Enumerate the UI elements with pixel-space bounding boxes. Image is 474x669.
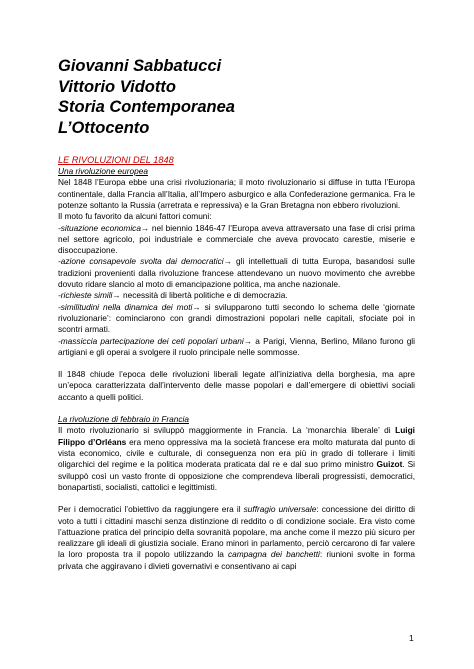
arrow: → <box>140 222 150 233</box>
factor-text: si svilupparono tutti secondo lo schema delle ‘giornate rivoluzionarie’: cominciarono con grandi dimostrazioni popolari nelle capitali, sfociate poi in scontri armati. <box>58 301 415 335</box>
factor-label: -massiccia partecipazione dei ceti popolari urbani <box>58 335 244 346</box>
italic-term-banquets: campagna dei banchetti <box>228 549 320 560</box>
italic-term-suffrage: suffragio universale <box>243 504 317 515</box>
factor-text: gli intellettuali di tutta Europa, basandosi sulle tradizioni provenienti dalla rivoluzione francese attendevano un nuovo movimento che avrebbe dovuto ridare slancio al moto di emancipazione politica, ma anche nazionale. <box>58 256 415 290</box>
arrow: → <box>223 256 232 267</box>
factor-label: -similitudini nella dinamica dei moti <box>58 301 193 312</box>
document-body <box>58 154 415 572</box>
bold-name-luigi-filippo: Luigi Filippo d’Orléans <box>58 425 415 447</box>
factor-label: -azione consapevole svolta dai democratici <box>58 256 224 267</box>
factor-economic-situation <box>58 223 415 257</box>
factor-text: necessità di libertà politiche e di democrazia. <box>120 290 288 301</box>
text-run: Il moto rivoluzionario si sviluppò maggiormente in Francia. La ‘monarchia liberale’ di <box>58 425 396 436</box>
intro-paragraph: Nel 1848 l’Europa ebbe una crisi rivoluzionaria; il moto rivoluzionario si diffuse in tutta l’Europa continentale, dalla Francia all’Italia, all’Impero asburgico e alla Confederazione germanica. Fra le potenze soltanto la Russia (arretrata e repressiva) e la Gran Bretagna non ebbero rivoluzioni. <box>58 177 415 210</box>
closing-paragraph: Il 1848 chiude l’epoca delle rivoluzioni liberali legate all’iniziativa della borghesia, ma apre un’epoca caratterizzata dall’intervento delle masse popolari e dall’emergere di obiettivi sociali accanto a quelli politici. <box>58 369 415 402</box>
subheading-european-revolution: Una rivoluzione europea <box>58 166 148 176</box>
democrats-paragraph <box>58 504 415 572</box>
factor-label: -richieste simili <box>58 290 113 301</box>
page-number: 1 <box>409 633 414 643</box>
arrow: → <box>192 301 201 312</box>
text-run: : concessione dei diritto di voto a tutti i cittadini maschi senza distinzione di reddito o di condizione sociale. Era visto come l’attuazione pratica del principio della sovranità popolare, ma anche come il mezzo più sicuro per realizzare gli ideali di giustizia sociale. Erano minori in parlamento, perciò cercarono di far valere la loro proposta tra il popolo utilizzando la <box>58 504 415 560</box>
subheading-february-revolution: La rivoluzione di febbraio in Francia <box>58 414 189 425</box>
factor-democrats-action <box>58 256 415 290</box>
february-paragraph <box>58 425 415 493</box>
text-run: era meno oppressiva ma la società francese era molto maturata dal punto di vista economico, civile e culturale, di conseguenza non era più in grado di tollerare i limiti oligarchici del regime e la politica moderata praticata dal re e dal suo primo ministro <box>58 436 415 470</box>
text-run: Per i democratici l’obiettivo da raggiungere era il <box>58 504 244 515</box>
text-run: . Si sviluppò così un vasto fronte di opposizione che comprendeva liberali progressisti, democratici, bonapartisti, socialisti, cattolici e legittimisti. <box>58 459 415 492</box>
factors-intro: Il moto fu favorito da alcuni fattori comuni: <box>58 211 212 222</box>
factor-similar-dynamics <box>58 302 415 336</box>
factor-label: -situazione economica <box>58 222 141 233</box>
book-subtitle: L’Ottocento <box>58 118 150 137</box>
bold-name-guizot: Guizot <box>376 459 403 470</box>
factor-text: nel biennio 1846-47 l’Europa aveva attraversato una fase di crisi prima nel settore agricolo, poi industriale e commerciale che aveva provocato carestie, miserie e disoccupazione. <box>58 222 415 256</box>
factor-similar-requests <box>58 290 415 301</box>
paragraph-gap <box>58 493 415 504</box>
section-heading: LE RIVOLUZIONI DEL 1848 <box>58 155 174 165</box>
book-title-block <box>58 56 235 138</box>
author-name-1: Giovanni Sabbatucci <box>58 57 222 75</box>
factor-text: a Parigi, Vienna, Berlino, Milano furono gli artigiani e gli operai a svolgere il ruolo principale nelle sommosse. <box>58 335 415 357</box>
paragraph-gap <box>58 403 415 414</box>
author-name-2: Vittorio Vidotto <box>58 77 176 96</box>
factor-popular-participation <box>58 336 415 359</box>
arrow: → <box>243 335 253 346</box>
paragraph-gap <box>58 358 415 369</box>
arrow: → <box>112 290 121 301</box>
text-run: : riunioni svolte in forma privata che aggiravano i divieti governativi e consentivano ai capi <box>58 549 415 571</box>
book-title: Storia Contemporanea <box>58 98 235 116</box>
